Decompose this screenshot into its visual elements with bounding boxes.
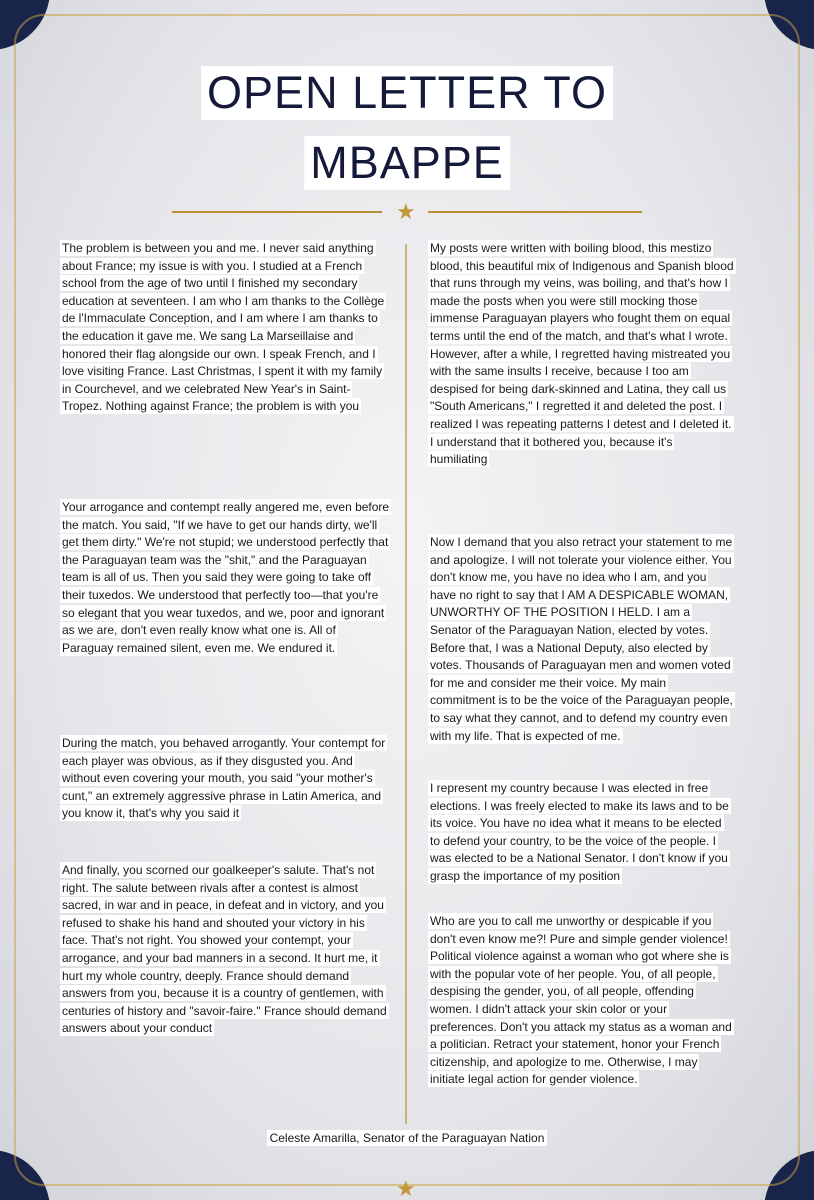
left-paragraph-2: Your arrogance and contempt really angered me, even before the match. You said, "If we have to get our hands dirty, we'll get them dirty." We're not stupid; we understood perfectly that the Paraguayan team was the "shit," and the Paraguayan team is all of us. Then you said they were going to take off their tuxedos. We understood that perfectly too—that you're so elegant that you wear tuxedos, and we, poor and ignorant as we are, don't even really know what one is. All of Paraguay remained silent, even me. We endured it. — [62, 500, 390, 655]
star-icon: ★ — [396, 199, 416, 224]
right-paragraph-4: Who are you to call me unworthy or despicable if you don't even know me?! Pure and simple gender violence! Political violence against a woman who got where she is with the popular vote of her people. You, of all people, despising the gender, you, of all people, offending women. I didn't attack your skin color or your preferences. Don't you attack my status as a woman and a politician. Retract your statement, honor your French citizenship, and apologize to me. Otherwise, I may initiate legal action for gender violence. — [430, 914, 732, 1087]
left-paragraph-3: During the match, you behaved arrogantly. Your contempt for each player was obvious, as if they disgusted you. And without even covering your mouth, you said "your mother's cunt," an extremely aggressive phrase in Latin America, and you know it, that's why you said it — [62, 736, 386, 821]
page-title-line-2: MBAPPE — [304, 136, 510, 190]
signature: Celeste Amarilla, Senator of the Paraguayan Nation — [0, 1131, 814, 1145]
left-paragraph-4: And finally, you scorned our goalkeeper's salute. That's not right. The salute between rivals after a contest is almost sacred, in war and in peace, in defeat and in victory, and you refused to shake his hand and shouted your victory in his face. That's not right. You showed your contempt, your arrogance, and your bad manners in a second. It hurt me, it hurt my whole country, deeply. France should demand answers from you, because it is a country of gentlemen, with centuries of history and "savoir-faire." France should demand answers about your conduct — [62, 863, 387, 1036]
column-divider — [405, 244, 407, 1124]
right-paragraph-2: Now I demand that you also retract your statement to me and apologize. I will not tolerate your violence either. You don't know me, you have no idea who I am, and you have no right to say that I AM A DESPICABLE WOMAN, UNWORTHY OF THE POSITION I HELD. I am a Senator of the Paraguayan Nation, elected by votes. Before that, I was a National Deputy, also elected by votes. Thousands of Paraguayan men and women voted for me and consider me their voice. My main commitment is to be the voice of the Paraguayan people, to say what they cannot, and to defend my country even with my life. That is expected of me. — [430, 535, 733, 743]
star-icon: ★ — [396, 1176, 416, 1200]
title-divider-left — [172, 211, 382, 213]
title-divider-right — [428, 211, 642, 213]
right-paragraph-1: My posts were written with boiling blood, this mestizo blood, this beautiful mix of Indigenous and Spanish blood that runs through my veins, was boiling, and that's how I made the posts when you were still mocking those immense Paraguayan players who fought them on equal terms until the end of the match, and that's what I wrote. However, after a while, I regretted having mistreated you with the same insults I receive, because I too am despised for being dark-skinned and Latina, they call us "South Americans," I regretted it and deleted the post. I realized I was repeating patterns I detest and I deleted it. I understand that it bothered you, because it's humiliating — [430, 241, 734, 467]
left-paragraph-1: The problem is between you and me. I never said anything about France; my issue is with you. I studied at a French school from the age of two until I finished my secondary education at seventeen. I am who I am thanks to the Collège de l'Immaculate Conception, and I am where I am thanks to the education it gave me. We sang La Marseillaise and honored their flag alongside our own. I speak French, and I love visiting France. Last Christmas, I spent it with my family in Courchevel, and we celebrated New Year's in Saint-Tropez. Nothing against France; the problem is with you — [62, 241, 385, 414]
page-title-line-1: OPEN LETTER TO — [201, 66, 613, 120]
right-paragraph-3: I represent my country because I was elected in free elections. I was freely elected to make its laws and to be its voice. You have no idea what it means to be elected to defend your country, to be the voice of the people. I was elected to be a National Senator. I don't know if you grasp the importance of my position — [430, 781, 729, 883]
